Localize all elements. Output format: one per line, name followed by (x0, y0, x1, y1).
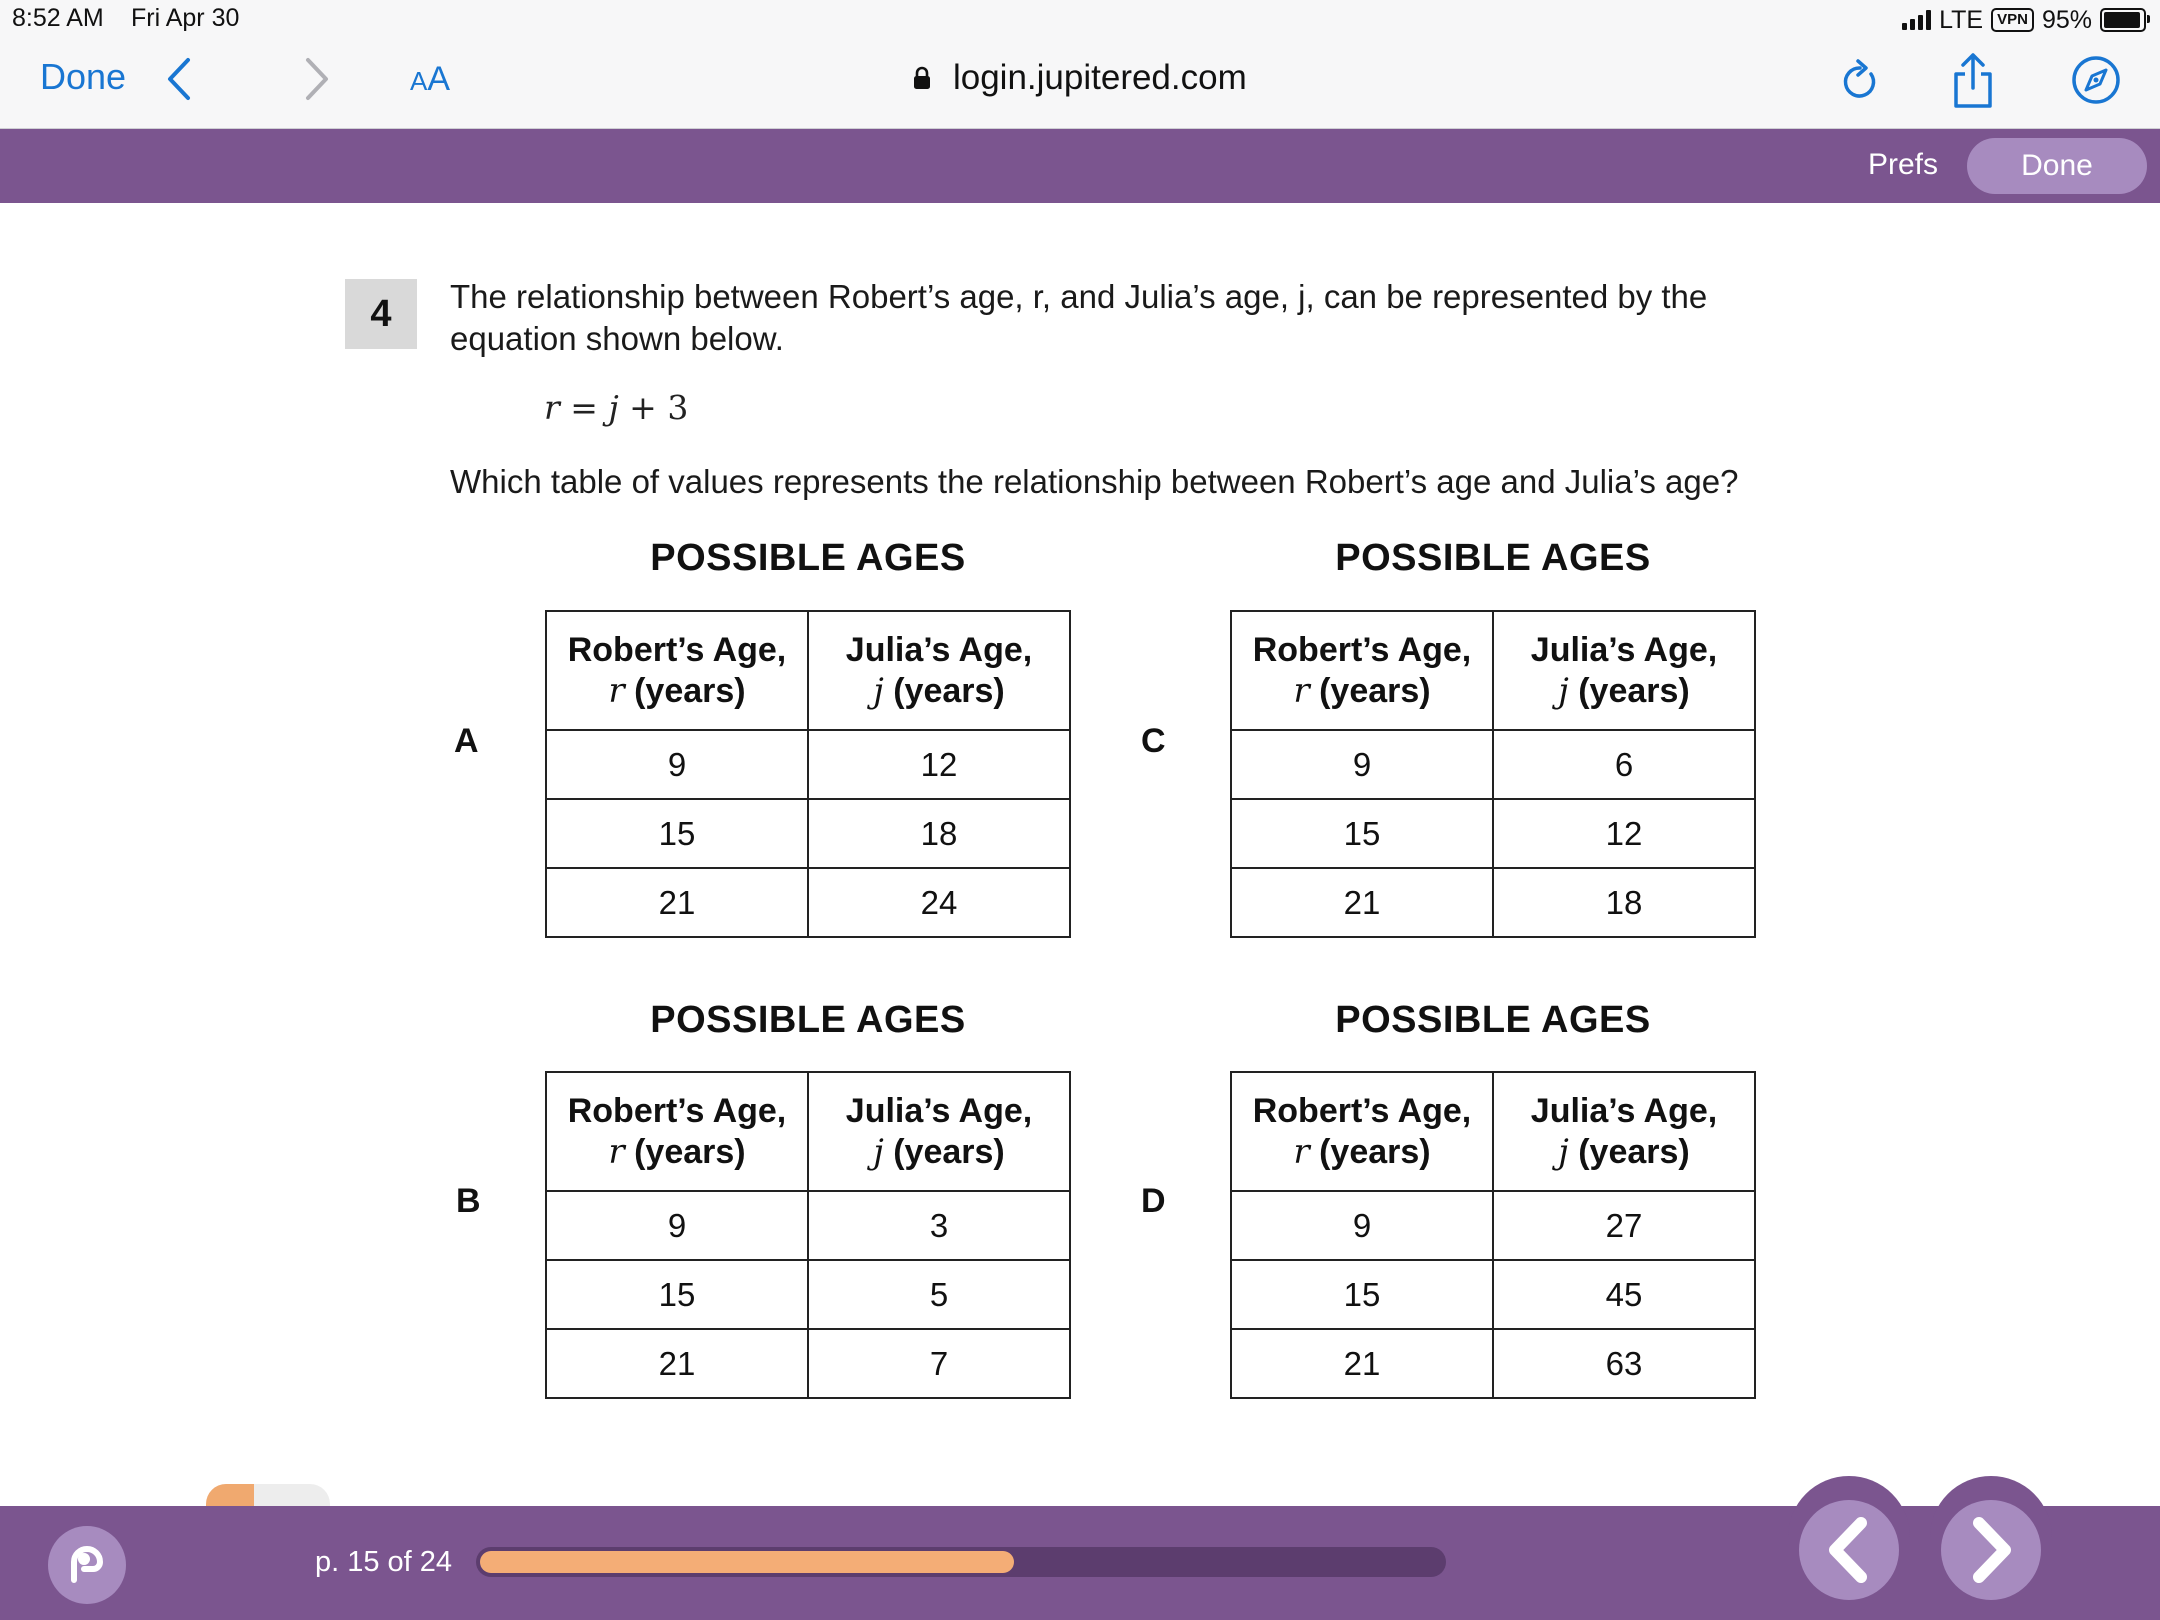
chevron-left-icon (1819, 1515, 1879, 1585)
table-option-b (545, 1071, 1071, 1399)
cell-robert: 9 (1231, 1191, 1493, 1260)
table-row (546, 799, 1070, 868)
cell-julia: 63 (1493, 1329, 1755, 1398)
cell-robert: 21 (546, 868, 808, 937)
question-number: 4 (345, 279, 417, 349)
compass-button[interactable] (2070, 54, 2122, 111)
table-row (1231, 799, 1755, 868)
cell-robert: 21 (546, 1329, 808, 1398)
column-header-julia: Julia’s Age, j (years) (808, 611, 1070, 730)
status-time: 8:52 AM (12, 4, 104, 32)
cell-robert: 21 (1231, 1329, 1493, 1398)
table-row (546, 1191, 1070, 1260)
cell-julia: 3 (808, 1191, 1070, 1260)
reader-header (0, 129, 2160, 203)
chevron-right-icon (1961, 1515, 2021, 1585)
table-row (546, 1329, 1070, 1398)
cell-robert: 9 (1231, 730, 1493, 799)
question-prompt: Which table of values represents the relationship between Robert’s age and Julia’s age? (450, 463, 1739, 500)
vpn-badge: VPN (1991, 8, 2034, 32)
reload-icon (1838, 56, 1882, 106)
text-size-small: A (410, 66, 428, 96)
option-d-letter[interactable]: D (1141, 1182, 1166, 1220)
cell-julia: 18 (1493, 868, 1755, 937)
compass-icon (2070, 54, 2122, 106)
share-icon (1950, 50, 1996, 110)
page-tab-handle[interactable] (206, 1484, 330, 1506)
option-b-letter[interactable]: B (456, 1182, 481, 1220)
table-row (1231, 868, 1755, 937)
previous-page-button[interactable] (1788, 1476, 1910, 1606)
share-button[interactable] (1950, 50, 1996, 115)
cell-robert: 15 (546, 1260, 808, 1329)
table-header-row (1231, 611, 1755, 730)
network-type: LTE (1939, 5, 1984, 34)
table-title-a: POSSIBLE AGES (650, 537, 966, 579)
cell-julia: 5 (808, 1260, 1070, 1329)
table-option-c (1230, 610, 1756, 938)
table-row (1231, 1260, 1755, 1329)
prefs-button[interactable]: Prefs (1868, 148, 1939, 181)
url-text: login.jupitered.com (952, 57, 1247, 97)
table-header-row (1231, 1072, 1755, 1191)
app-logo[interactable] (48, 1526, 126, 1604)
table-row (1231, 1329, 1755, 1398)
column-header-robert: Robert’s Age, r (years) (1231, 1072, 1493, 1191)
cell-julia: 7 (808, 1329, 1070, 1398)
table-header-row (546, 611, 1070, 730)
table-title-d: POSSIBLE AGES (1335, 999, 1651, 1041)
page-progress-fill (480, 1551, 1014, 1573)
reload-button[interactable] (1838, 56, 1882, 111)
table-row (546, 868, 1070, 937)
reader-done-button[interactable]: Done (1967, 138, 2147, 194)
table-option-d (1230, 1071, 1756, 1399)
question-text: The relationship between Robert’s age, r, and Julia’s age, j, can be represented by the equation shown below. (450, 278, 1708, 357)
cell-julia: 18 (808, 799, 1070, 868)
column-header-robert: Robert’s Age, r (years) (546, 1072, 808, 1191)
lock-icon (913, 66, 931, 90)
cell-julia: 12 (1493, 799, 1755, 868)
column-header-julia: Julia’s Age, j (years) (808, 1072, 1070, 1191)
cell-julia: 27 (1493, 1191, 1755, 1260)
table-title-b: POSSIBLE AGES (650, 999, 966, 1041)
address-bar[interactable] (0, 56, 2160, 98)
status-date: Fri Apr 30 (131, 4, 240, 32)
table-option-a (545, 610, 1071, 938)
cell-robert: 15 (546, 799, 808, 868)
cell-robert: 21 (1231, 868, 1493, 937)
column-header-julia: Julia’s Age, j (years) (1493, 1072, 1755, 1191)
table-header-row (546, 1072, 1070, 1191)
cell-julia: 12 (808, 730, 1070, 799)
cellular-signal-icon (1902, 10, 1931, 30)
cell-robert: 9 (546, 730, 808, 799)
cell-julia: 6 (1493, 730, 1755, 799)
page-indicator: p. 15 of 24 (315, 1546, 453, 1578)
cell-robert: 9 (546, 1191, 808, 1260)
browser-toolbar (0, 40, 2160, 129)
status-bar (0, 0, 2160, 40)
browser-done-button[interactable]: Done (40, 56, 127, 97)
text-size-large: A (427, 60, 451, 98)
equation: r = j + 3 (544, 388, 689, 427)
column-header-robert: Robert’s Age, r (years) (1231, 611, 1493, 730)
jupiter-logo-icon (62, 1540, 112, 1590)
column-header-julia: Julia’s Age, j (years) (1493, 611, 1755, 730)
cell-julia: 24 (808, 868, 1070, 937)
table-title-c: POSSIBLE AGES (1335, 537, 1651, 579)
battery-percent: 95% (2041, 5, 2092, 34)
table-row (1231, 730, 1755, 799)
option-a-letter[interactable]: A (454, 722, 479, 760)
table-row (546, 1260, 1070, 1329)
status-indicators (1902, 4, 2146, 36)
column-header-robert: Robert’s Age, r (years) (546, 611, 808, 730)
cell-julia: 45 (1493, 1260, 1755, 1329)
table-row (1231, 1191, 1755, 1260)
cell-robert: 15 (1231, 1260, 1493, 1329)
table-row (546, 730, 1070, 799)
cell-robert: 15 (1231, 799, 1493, 868)
page-progress-bar[interactable] (476, 1547, 1446, 1577)
next-page-button[interactable] (1930, 1476, 2052, 1606)
battery-icon (2100, 8, 2146, 32)
option-c-letter[interactable]: C (1141, 722, 1166, 760)
